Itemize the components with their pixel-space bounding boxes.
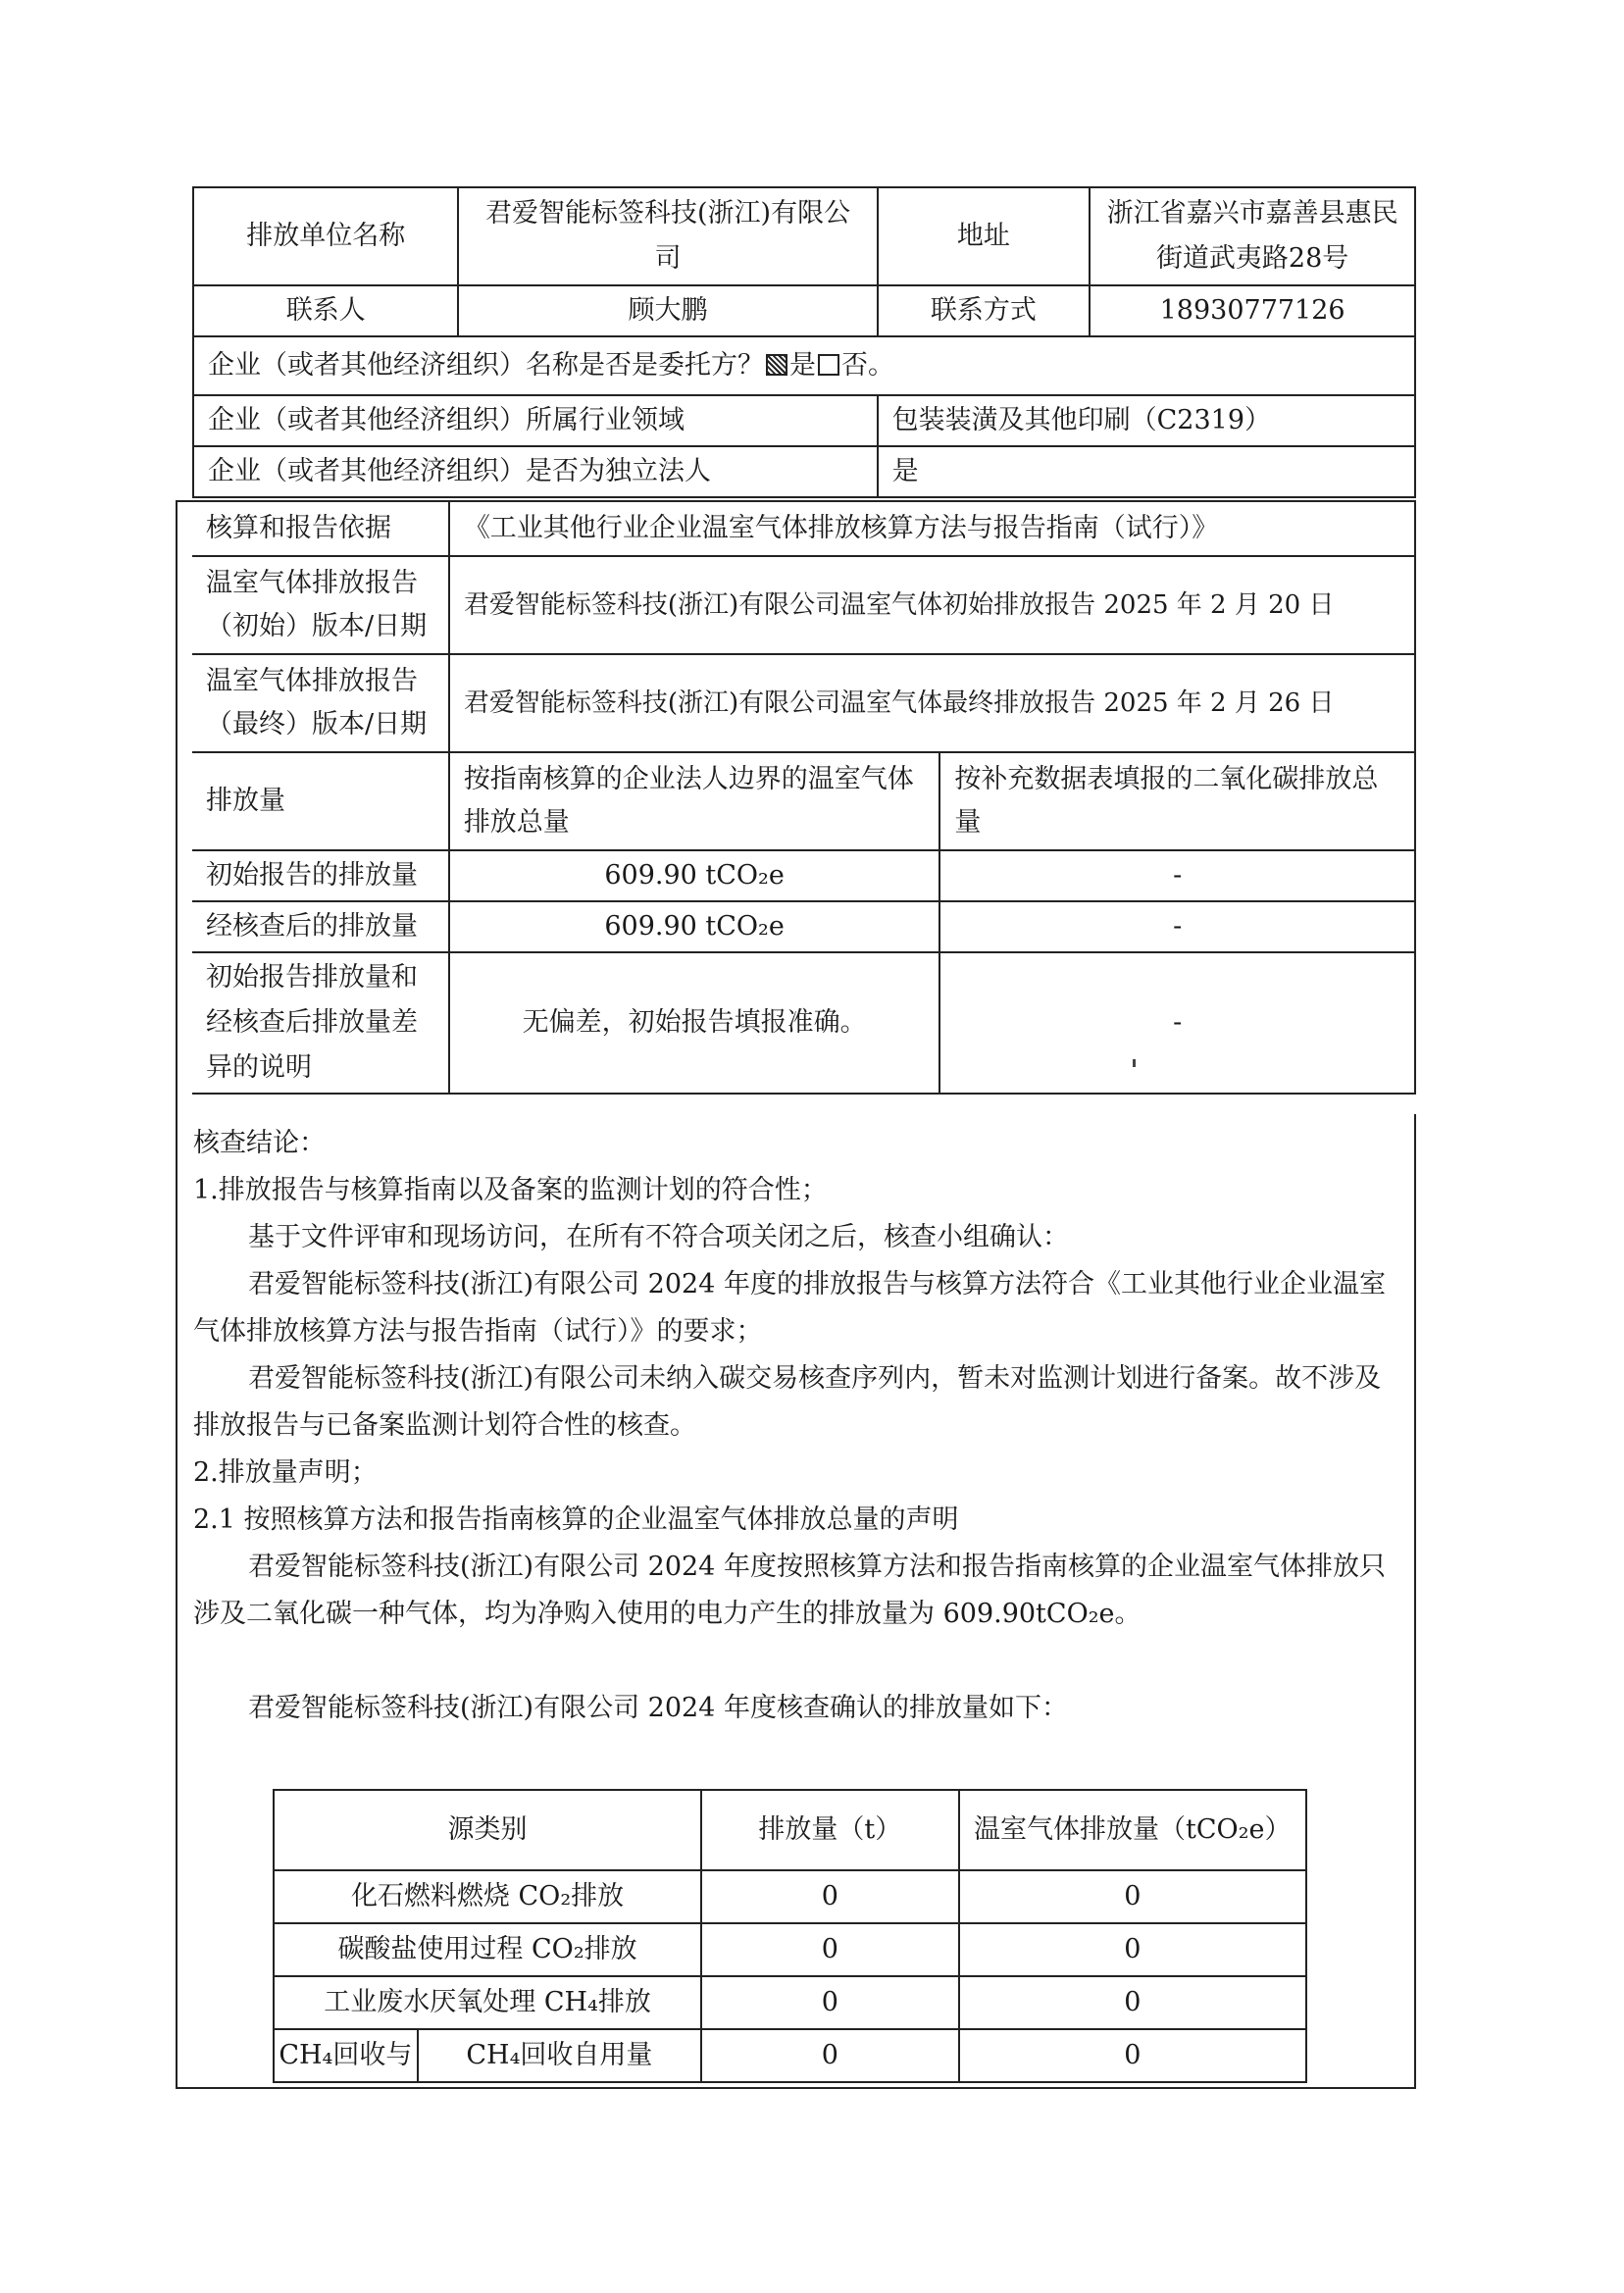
difference-supplement: - bbox=[939, 952, 1415, 1094]
industry-label: 企业（或者其他经济组织）所属行业领域 bbox=[193, 395, 878, 446]
initial-emission-label: 初始报告的排放量 bbox=[192, 850, 449, 901]
source-row-1-name: 化石燃料燃烧 CO₂排放 bbox=[274, 1870, 701, 1923]
header-amount: 排放量（t） bbox=[701, 1790, 958, 1870]
source-row-1-ghg: 0 bbox=[959, 1870, 1306, 1923]
contact-method-label: 联系方式 bbox=[878, 285, 1091, 336]
emission-label: 排放量 bbox=[192, 752, 449, 850]
contact-value: 顾大鹏 bbox=[458, 285, 877, 336]
final-label: 温室气体排放报告（最终）版本/日期 bbox=[192, 654, 449, 752]
col2-header: 按补充数据表填报的二氧化碳排放总量 bbox=[939, 752, 1415, 850]
initial-value: 君爱智能标签科技(浙江)有限公司温室气体初始排放报告 2025 年 2 月 20 日 bbox=[449, 556, 1415, 654]
source-row-4-group: CH₄回收与 bbox=[274, 2029, 418, 2082]
entrusted-yes: 是 bbox=[789, 350, 816, 381]
source-row-4-amount: 0 bbox=[701, 2029, 958, 2082]
entrusted-row bbox=[193, 336, 1415, 395]
independent-value: 是 bbox=[878, 446, 1415, 497]
source-row-4-ghg: 0 bbox=[959, 2029, 1306, 2082]
basic-info-table bbox=[192, 186, 1416, 498]
report-emission-table bbox=[192, 500, 1416, 1095]
header-source: 源类别 bbox=[274, 1790, 701, 1870]
verified-emission-label: 经核查后的排放量 bbox=[192, 901, 449, 952]
left-border-segment bbox=[176, 500, 192, 1114]
independent-label: 企业（或者其他经济组织）是否为独立法人 bbox=[193, 446, 878, 497]
difference-value: 无偏差，初始报告填报准确。 bbox=[449, 952, 940, 1094]
conclusion-section-2: 2.排放量声明； bbox=[193, 1457, 378, 1488]
conclusion-section-2-1: 2.1 按照核算方法和报告指南核算的企业温室气体排放总量的声明 bbox=[193, 1504, 959, 1535]
header-ghg: 温室气体排放量（tCO₂e） bbox=[959, 1790, 1306, 1870]
blank-line bbox=[193, 1638, 1398, 1685]
source-row-3-name: 工业废水厌氧处理 CH₄排放 bbox=[274, 1976, 701, 2029]
conclusion-paragraph-2: 君爱智能标签科技(浙江)有限公司 2024 年度的排放报告与核算方法符合《工业其他行业企业温室气体排放核算方法与报告指南（试行）》的要求； bbox=[193, 1269, 1386, 1347]
conclusion-paragraph-5: 君爱智能标签科技(浙江)有限公司 2024 年度核查确认的排放量如下： bbox=[248, 1693, 1068, 1723]
conclusion-paragraph-4: 君爱智能标签科技(浙江)有限公司 2024 年度按照核算方法和报告指南核算的企业温室气体排放只涉及二氧化碳一种气体，均为净购入使用的电力产生的排放量为 609.90tCO₂e。 bbox=[193, 1552, 1386, 1629]
address-value: 浙江省嘉兴市嘉善县惠民街道武夷路28号 bbox=[1090, 187, 1415, 285]
source-row-3-amount: 0 bbox=[701, 1976, 958, 2029]
stray-mark bbox=[1133, 1059, 1136, 1067]
difference-label: 初始报告排放量和经核查后排放量差异的说明 bbox=[192, 952, 449, 1094]
conclusion-section-1: 1.排放报告与核算指南以及备案的监测计划的符合性； bbox=[193, 1175, 828, 1205]
source-row-2-amount: 0 bbox=[701, 1923, 958, 1976]
verified-emission-supplement: - bbox=[939, 901, 1415, 952]
checked-box-icon bbox=[766, 354, 787, 376]
conclusion-title: 核查结论： bbox=[193, 1128, 326, 1158]
initial-emission-value: 609.90 tCO₂e bbox=[449, 850, 940, 901]
industry-value: 包装装潢及其他印刷（C2319） bbox=[878, 395, 1415, 446]
initial-emission-supplement: - bbox=[939, 850, 1415, 901]
unit-name-label: 排放单位名称 bbox=[193, 187, 458, 285]
verified-emission-value: 609.90 tCO₂e bbox=[449, 901, 940, 952]
unit-name-value: 君爱智能标签科技(浙江)有限公司 bbox=[458, 187, 877, 285]
source-category-table bbox=[273, 1789, 1307, 2083]
address-label: 地址 bbox=[878, 187, 1091, 285]
col1-header: 按指南核算的企业法人边界的温室气体排放总量 bbox=[449, 752, 940, 850]
final-value: 君爱智能标签科技(浙江)有限公司温室气体最终排放报告 2025 年 2 月 26 日 bbox=[449, 654, 1415, 752]
entrusted-question: 企业（或者其他经济组织）名称是否是委托方？ bbox=[208, 350, 764, 381]
source-row-1-amount: 0 bbox=[701, 1870, 958, 1923]
unchecked-box-icon bbox=[818, 354, 839, 376]
conclusion-paragraph-1: 基于文件评审和现场访问，在所有不符合项关闭之后，核查小组确认： bbox=[248, 1222, 1069, 1252]
initial-label: 温室气体排放报告（初始）版本/日期 bbox=[192, 556, 449, 654]
contact-method-value: 18930777126 bbox=[1090, 285, 1415, 336]
basis-value: 《工业其他行业企业温室气体排放核算方法与报告指南（试行）》 bbox=[449, 501, 1415, 556]
basis-label: 核算和报告依据 bbox=[192, 501, 449, 556]
source-row-3-ghg: 0 bbox=[959, 1976, 1306, 2029]
source-row-2-name: 碳酸盐使用过程 CO₂排放 bbox=[274, 1923, 701, 1976]
conclusion-paragraph-3: 君爱智能标签科技(浙江)有限公司未纳入碳交易核查序列内，暂未对监测计划进行备案。故不涉及排放报告与已备案监测计划符合性的核查。 bbox=[193, 1363, 1382, 1441]
source-row-2-ghg: 0 bbox=[959, 1923, 1306, 1976]
contact-label: 联系人 bbox=[193, 285, 458, 336]
entrusted-no: 否。 bbox=[841, 350, 894, 381]
source-row-4-name: CH₄回收自用量 bbox=[418, 2029, 701, 2082]
